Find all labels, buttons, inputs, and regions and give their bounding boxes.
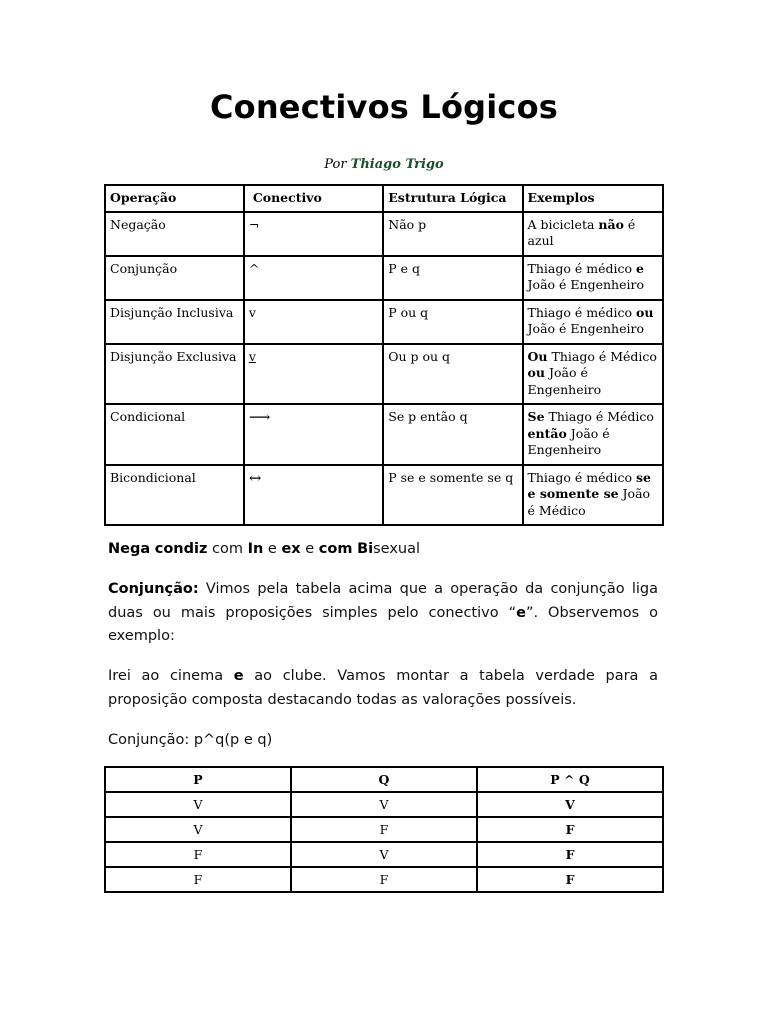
example-cell bbox=[523, 344, 663, 405]
connective-cell: v bbox=[244, 344, 383, 405]
connectives-row bbox=[105, 256, 663, 300]
truth-row bbox=[105, 842, 663, 867]
connectives-row bbox=[105, 344, 663, 405]
structure-cell: P se e somente se q bbox=[383, 465, 522, 526]
truth-value-cell: F bbox=[105, 842, 291, 867]
structure-cell: Se p então q bbox=[383, 404, 522, 465]
example-segment: João é Engenheiro bbox=[527, 365, 602, 397]
operation-cell: Negação bbox=[105, 212, 244, 256]
truth-table bbox=[104, 766, 664, 893]
mnemonic-segment: condiz bbox=[154, 541, 208, 557]
mnemonic-segment: In bbox=[247, 541, 264, 557]
paragraph-example-text bbox=[108, 668, 658, 708]
truth-result-cell: V bbox=[477, 792, 663, 817]
operation-cell: Condicional bbox=[105, 404, 244, 465]
truth-header-cell: P ^ Q bbox=[477, 767, 663, 792]
header-structure: Estrutura Lógica bbox=[383, 185, 522, 212]
example-segment: é azul bbox=[527, 216, 636, 248]
mnemonic-text bbox=[108, 541, 420, 557]
mnemonic-segment: com bbox=[207, 541, 248, 557]
mnemonic-segment: com bbox=[318, 541, 353, 557]
mnemonic-segment: e bbox=[300, 541, 319, 557]
mnemonic-segment: Nega bbox=[108, 541, 151, 557]
truth-row bbox=[105, 792, 663, 817]
example-segment: Se bbox=[527, 409, 545, 424]
example-segment: ou bbox=[527, 365, 545, 380]
example-segment: João é Engenheiro bbox=[527, 277, 644, 292]
operation-cell: Bicondicional bbox=[105, 465, 244, 526]
connective-cell: ⟶ bbox=[244, 404, 383, 465]
structure-cell: P e q bbox=[383, 256, 522, 300]
connectives-header-row bbox=[105, 185, 663, 212]
header-connective: Conectivo bbox=[244, 185, 383, 212]
truth-header-row bbox=[105, 767, 663, 792]
connective-cell: ↔ bbox=[244, 465, 383, 526]
example-segment: João é Médico bbox=[527, 486, 651, 518]
paragraph-conjunction-segment: Conjunção: bbox=[108, 581, 199, 597]
example-segment: João é Engenheiro bbox=[527, 321, 644, 336]
example-segment: Thiago é Médico bbox=[547, 348, 657, 364]
example-segment: Thiago é Médico bbox=[544, 409, 654, 424]
byline-author: Thiago Trigo bbox=[350, 157, 444, 172]
connective-cell: ^ bbox=[244, 256, 383, 300]
example-cell bbox=[523, 404, 663, 465]
paragraph-example-segment: e bbox=[233, 668, 244, 684]
truth-result-cell: F bbox=[477, 867, 663, 892]
example-cell bbox=[523, 212, 663, 256]
connectives-row bbox=[105, 300, 663, 344]
paragraph-example bbox=[108, 665, 658, 712]
paragraph-conjunction-segment: ”. Observemos o exemplo: bbox=[108, 604, 658, 644]
page-title: Conectivos Lógicos bbox=[209, 88, 559, 126]
truth-header-cell: P bbox=[105, 767, 291, 792]
paragraph-formula: Conjunção: p^q(p e q) bbox=[108, 732, 273, 748]
mnemonic-segment: ex bbox=[281, 541, 301, 557]
example-segment: se e somente se bbox=[527, 469, 652, 501]
truth-value-cell: F bbox=[291, 867, 477, 892]
example-segment: ou bbox=[636, 304, 654, 320]
byline bbox=[0, 157, 768, 172]
header-operation: Operação bbox=[105, 185, 244, 212]
truth-result-cell: F bbox=[477, 842, 663, 867]
connectives-table bbox=[104, 184, 664, 526]
paragraph-conjunction-text bbox=[108, 581, 658, 644]
example-segment: então bbox=[527, 425, 567, 441]
example-segment: Ou bbox=[527, 348, 548, 364]
mnemonic-segment: sexual bbox=[373, 541, 421, 557]
truth-value-cell: V bbox=[105, 792, 291, 817]
example-segment: não bbox=[598, 216, 624, 232]
connective-cell: v bbox=[244, 300, 383, 344]
structure-cell: Não p bbox=[383, 212, 522, 256]
connectives-row bbox=[105, 212, 663, 256]
example-segment: e bbox=[636, 260, 644, 276]
example-segment: Thiago é médico bbox=[527, 469, 637, 485]
operation-cell: Disjunção Inclusiva bbox=[105, 300, 244, 344]
header-examples: Exemplos bbox=[523, 185, 663, 212]
connective-cell: ¬ bbox=[244, 212, 383, 256]
operation-cell: Conjunção bbox=[105, 256, 244, 300]
paragraph-conjunction-segment: e bbox=[516, 604, 526, 621]
truth-value-cell: V bbox=[291, 842, 477, 867]
truth-row bbox=[105, 867, 663, 892]
truth-value-cell: V bbox=[105, 817, 291, 842]
operation-cell: Disjunção Exclusiva bbox=[105, 344, 244, 405]
structure-cell: Ou p ou q bbox=[383, 344, 522, 405]
truth-value-cell: F bbox=[105, 867, 291, 892]
truth-result-cell: F bbox=[477, 817, 663, 842]
paragraph-example-segment: ao clube. Vamos montar a tabela verdade para a proposição composta destacando todas as valorações possíveis. bbox=[108, 668, 659, 708]
paragraph-example-segment: Irei ao cinema bbox=[108, 668, 234, 684]
mnemonic-segment: Bi bbox=[357, 541, 374, 557]
example-segment: Thiago é médico bbox=[527, 304, 637, 320]
paragraph-conjunction-segment: Vimos pela tabela acima que a operação da conjunção liga duas ou mais proposições simples pelo conectivo “ bbox=[108, 581, 658, 621]
example-cell bbox=[523, 256, 663, 300]
truth-value-cell: V bbox=[291, 792, 477, 817]
example-cell bbox=[523, 300, 663, 344]
truth-header-cell: Q bbox=[291, 767, 477, 792]
mnemonic-line bbox=[108, 538, 658, 562]
example-segment: A bicicleta bbox=[527, 216, 599, 232]
paragraph-conjunction bbox=[108, 578, 658, 649]
structure-cell: P ou q bbox=[383, 300, 522, 344]
example-segment: Thiago é médico bbox=[527, 260, 637, 276]
connectives-row bbox=[105, 404, 663, 465]
truth-row bbox=[105, 817, 663, 842]
mnemonic-segment: e bbox=[263, 541, 282, 557]
example-cell bbox=[523, 465, 663, 526]
connectives-row bbox=[105, 465, 663, 526]
byline-prefix: Por bbox=[324, 157, 347, 172]
truth-value-cell: F bbox=[291, 817, 477, 842]
example-segment: João é Engenheiro bbox=[527, 425, 610, 457]
